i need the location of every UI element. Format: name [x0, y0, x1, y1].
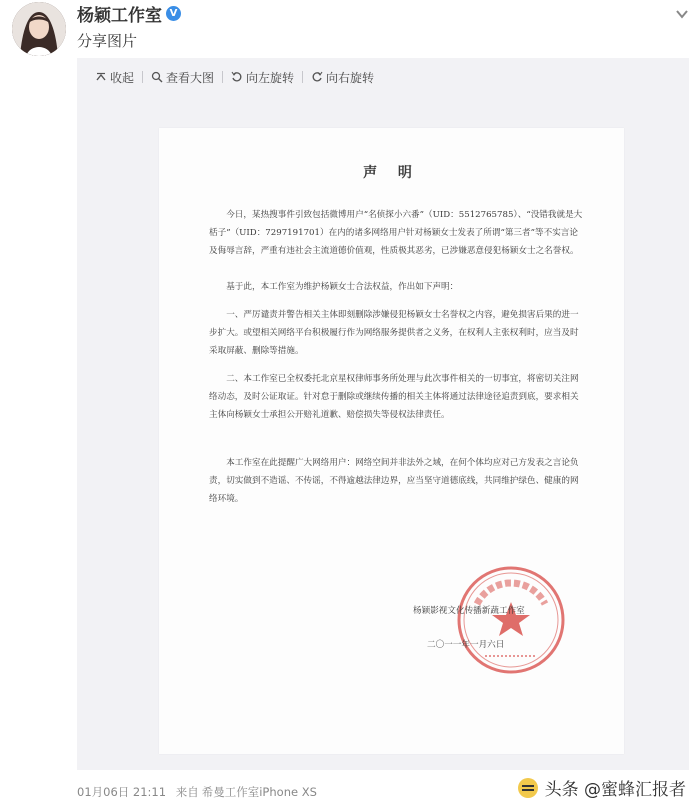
post-text: 分享图片	[77, 32, 138, 50]
rotate-right-icon	[311, 71, 323, 83]
post-time[interactable]: 01月06日 21:11	[77, 785, 167, 799]
watermark-text: 头条 @蜜蜂汇报者	[544, 780, 686, 800]
rotate-right-label: 向右旋转	[326, 70, 375, 85]
view-large-button[interactable]	[151, 69, 214, 86]
collapse-label: 收起	[110, 70, 135, 85]
image-toolbar	[95, 66, 374, 88]
avatar-image	[12, 2, 66, 56]
account-name[interactable]	[77, 1, 181, 26]
account-name-text[interactable]: 杨颖工作室	[77, 6, 162, 26]
rotate-left-label: 向左旋转	[246, 70, 295, 85]
chevron-down-icon[interactable]	[674, 6, 690, 22]
rotate-left-button[interactable]	[231, 69, 294, 86]
toolbar-divider	[222, 71, 223, 83]
document-signature: 杨颖影视文化传播新蔬工作室	[413, 606, 525, 616]
post-footer	[77, 784, 317, 800]
document-paragraph: 一、严厉谴责并警告相关主体即刻删除涉嫌侵犯杨颖女士名誉权之内容，避免损害后果的进一步扩大。或望相关网络平台积极履行作为网络服务提供者之义务，在权利人主张权利时，应当及时采取屏蔽、删除等措施。	[209, 310, 579, 356]
document-paragraph: 今日，某热搜事件引致包括微博用户“名侦探小六番”（UID：5512765785）、“没错我就是大栝子”（UID：7297191701）在内的诸多网络用户针对杨颖女士发表了所谓“第三者”等不实言论及侮辱言辞，严重有违社会主流道德价值观，性质极其恶劣，已涉嫌恶意侵犯杨颖女士之名誉权。	[209, 210, 583, 256]
toolbar-divider	[302, 71, 303, 83]
statement-document[interactable]	[159, 128, 624, 754]
post-source[interactable]: 希曼工作室iPhone XS	[201, 785, 317, 799]
toolbar-divider	[142, 71, 143, 83]
rotate-left-icon	[231, 71, 243, 83]
red-seal-stamp	[455, 564, 567, 676]
document-paragraph: 二、本工作室已全权委托北京星权律师事务所处理与此次事件相关的一切事宜，将密切关注网络动态，及时公证取证。针对怠于删除或继续传播的相关主体将通过法律途径追责到底，要求相关主体向杨颖女士承担公开赔礼道歉、赔偿损失等侵权法律责任。	[209, 374, 579, 420]
avatar[interactable]	[12, 2, 66, 56]
collapse-button[interactable]	[95, 69, 134, 86]
magnify-icon	[151, 71, 163, 83]
document-paragraph: 本工作室在此提醒广大网络用户：网络空间并非法外之域，在何个体均应对己方发表之言论负责，切实做到不造谣、不传谣，不得逾越法律边界，应当坚守道德底线，共同维护绿色、健康的网络环境。	[209, 458, 579, 504]
bee-logo-icon	[517, 777, 539, 799]
document-title: 声 明	[363, 165, 420, 181]
source-prefix: 来自	[175, 785, 199, 799]
watermark	[517, 775, 686, 800]
rotate-right-button[interactable]	[311, 69, 374, 86]
image-viewer	[77, 58, 689, 770]
verified-badge-icon: V	[166, 6, 181, 21]
document-paragraph: 基于此，本工作室为维护杨颖女士合法权益，作出如下声明：	[226, 282, 459, 292]
view-large-label: 查看大图	[166, 70, 215, 85]
collapse-icon	[95, 71, 107, 83]
document-date: 二〇一一年一月六日	[427, 640, 505, 650]
